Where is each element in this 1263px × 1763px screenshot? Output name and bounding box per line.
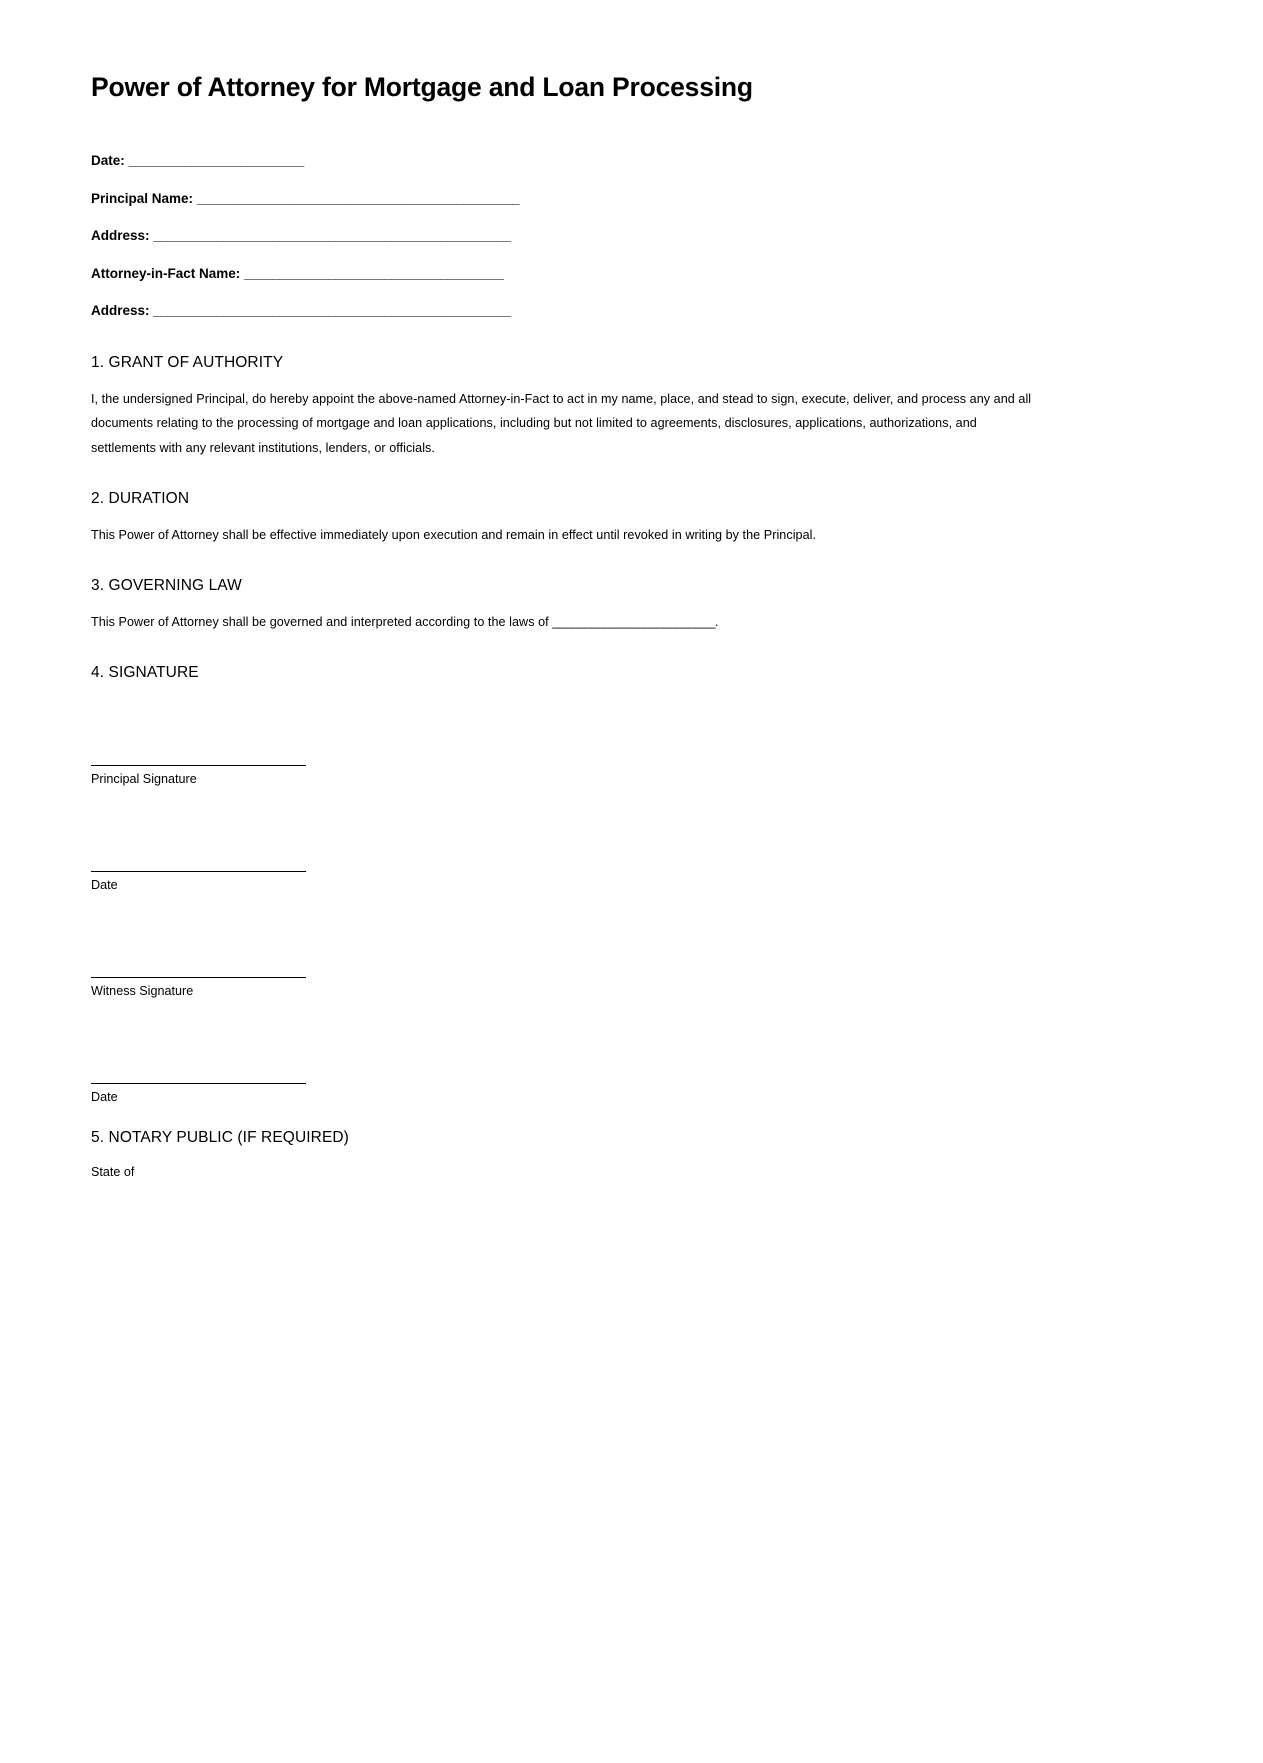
principal-address-label: Address: bbox=[91, 228, 150, 244]
principal-address-field-row bbox=[91, 229, 1041, 243]
governing-law-text-before-blank: This Power of Attorney shall be governed and interpreted according to the laws of bbox=[91, 614, 553, 629]
section-heading-notary-public: 5. NOTARY PUBLIC (IF REQUIRED) bbox=[91, 1128, 349, 1146]
section-body-governing-law bbox=[91, 610, 1041, 635]
header-fields bbox=[91, 154, 1041, 318]
section-body-duration: This Power of Attorney shall be effective immediately upon execution and remain in effect until revoked in writing by the Principal. bbox=[91, 527, 817, 542]
attorney-name-field-row bbox=[91, 267, 1041, 281]
signature-label-witness-date: Date bbox=[91, 1089, 118, 1104]
section-heading-signature: 4. SIGNATURE bbox=[91, 664, 199, 682]
attorney-name-label: Attorney-in-Fact Name: bbox=[91, 265, 241, 281]
page-title: Power of Attorney for Mortgage and Loan Processing bbox=[91, 72, 753, 102]
attorney-address-label: Address: bbox=[91, 303, 150, 319]
signature-label-principal-date: Date bbox=[91, 877, 118, 892]
signature-label-witness: Witness Signature bbox=[91, 983, 194, 998]
attorney-address-field-row bbox=[91, 304, 1041, 318]
signature-label-principal: Principal Signature bbox=[91, 772, 197, 787]
section-body-grant-of-authority: I, the undersigned Principal, do hereby appoint the above-named Attorney-in-Fact to act in my name, place, and stead to sign, execute, deliver, and process any and all documents relating to the processing of mortgage and loan applications, including but not limited to agreements, disclosures, applications, authorizations, and settlements with any relevant institutions, lenders, or officials. bbox=[91, 391, 1032, 455]
date-label: Date: bbox=[91, 153, 125, 169]
signature-block-witness bbox=[91, 977, 1041, 1001]
attorney-address-input-blank[interactable]: ___________________________________________________ bbox=[153, 303, 511, 319]
date-field-row bbox=[91, 154, 1041, 168]
principal-name-input-blank[interactable]: ______________________________________________ bbox=[196, 190, 520, 206]
notary-state-line: State of bbox=[91, 1165, 135, 1180]
principal-name-label: Principal Name: bbox=[91, 190, 194, 206]
section-heading-duration: 2. DURATION bbox=[91, 490, 190, 508]
signature-block-witness-date bbox=[91, 1083, 1041, 1107]
attorney-name-input-blank[interactable]: _____________________________________ bbox=[244, 265, 504, 281]
signature-block-principal bbox=[91, 765, 1041, 789]
governing-law-state-blank[interactable]: _________________________ bbox=[552, 614, 715, 629]
governing-law-text-after-blank: . bbox=[714, 614, 719, 629]
principal-address-input-blank[interactable]: ___________________________________________________ bbox=[153, 228, 511, 244]
signature-block-principal-date bbox=[91, 871, 1041, 895]
section-heading-governing-law: 3. GOVERNING LAW bbox=[91, 577, 242, 595]
date-input-blank[interactable]: _________________________ bbox=[128, 153, 304, 169]
document-body bbox=[91, 0, 1041, 1185]
section-heading-grant-of-authority: 1. GRANT OF AUTHORITY bbox=[91, 353, 284, 371]
principal-name-field-row bbox=[91, 192, 1041, 206]
